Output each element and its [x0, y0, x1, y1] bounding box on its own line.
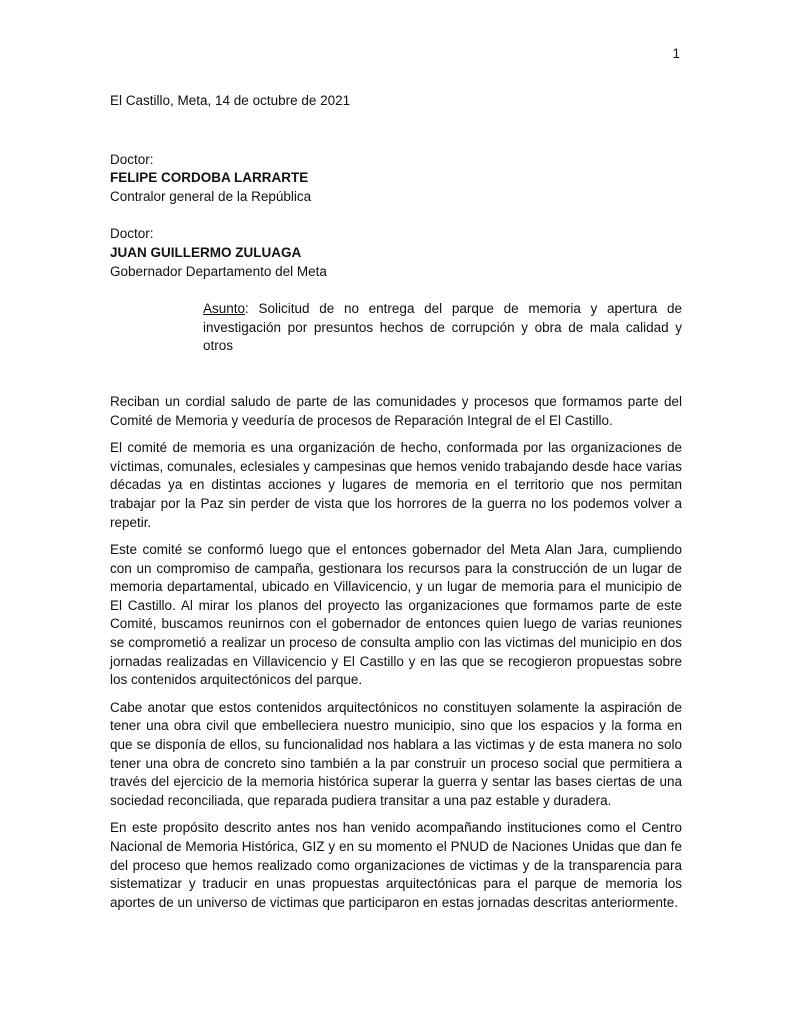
paragraph: En este propósito descrito antes nos han venido acompañando instituciones como el Centro Nacional de Memoria Histórica, GIZ y en su momento el PNUD de Naciones Unidas que dan fe del proceso que hemos realizado como organizaciones de victimas y de la transparencia para sistematizar y traducir en unas propuestas arquitectónicas para el parque de memoria los aportes de un universo de victimas que participaron en estas jornadas descritas anteriormente.: [110, 820, 682, 910]
body-paragraphs: [110, 393, 682, 912]
recipient-block-2: [110, 225, 682, 281]
subject-separator: :: [245, 301, 249, 317]
recipient-block-1: [110, 151, 682, 207]
recipient-role: Contralor general de la República: [110, 188, 312, 204]
date-line: El Castillo, Meta, 14 de octubre de 2021: [110, 93, 351, 108]
recipient-title: Doctor:: [110, 151, 154, 167]
subject-line: [203, 300, 682, 356]
subject-text: Solicitud de no entrega del parque de memoria y apertura de investigación por presuntos hechos de corrupción y obra de mala calidad y otros: [203, 301, 682, 354]
recipient-name: FELIPE CORDOBA LARRARTE: [110, 170, 309, 186]
paragraph: Reciban un cordial saludo de parte de las comunidades y procesos que formamos parte del Comité de Memoria y veeduría de procesos de Reparación Integral de el El Castillo.: [110, 393, 682, 428]
subject-label: Asunto: [203, 301, 246, 317]
recipient-name: JUAN GUILLERMO ZULUAGA: [110, 244, 302, 260]
paragraph: Cabe anotar que estos contenidos arquitectónicos no constituyen solamente la aspiración de tener una obra civil que embelleciera nuestro municipio, sino que los espacios y la forma en que se disponía de ellos, su funcionalidad nos hablara a las victimas y de esta manera no solo tener una obra de concreto sino también a la par construir un proceso social que permitiera a través del ejercicio de la memoria histórica superar la guerra y sentar las bases ciertas de una sociedad reconciliada, que reparada pudiera transitar a una paz estable y duradera.: [110, 699, 682, 808]
recipient-role: Gobernador Departamento del Meta: [110, 263, 327, 279]
paragraph: El comité de memoria es una organización de hecho, conformada por las organizaciones de víctimas, comunales, eclesiales y campesinas que hemos venido trabajando desde hace varias décadas ya en distintas acciones y lugares de memoria en el territorio que nos permitan trabajar por la Paz sin perder de vista que los horrores de la guerra no los podemos volver a repetir.: [110, 440, 682, 530]
letter-body: [110, 92, 682, 921]
paragraph: Este comité se conformó luego que el entonces gobernador del Meta Alan Jara, cumpliendo con un compromiso de campaña, gestionara los recursos para la construcción de un lugar de memoria departamental, ubicado en Villavicencio, y un lugar de memoria para el municipio de El Castillo. Al mirar los planos del proyecto las organizaciones que formamos parte de este Comité, buscamos reunirnos con el gobernador de entonces quien luego de varias reuniones se comprometió a realizar un proceso de consulta amplio con las victimas del municipio en dos jornadas realizadas en Villavicencio y El Castillo y en las que se recogieron propuestas sobre los contenidos arquitectónicos del parque.: [110, 542, 682, 688]
page-number: 1: [672, 46, 680, 61]
recipient-title: Doctor:: [110, 226, 154, 242]
